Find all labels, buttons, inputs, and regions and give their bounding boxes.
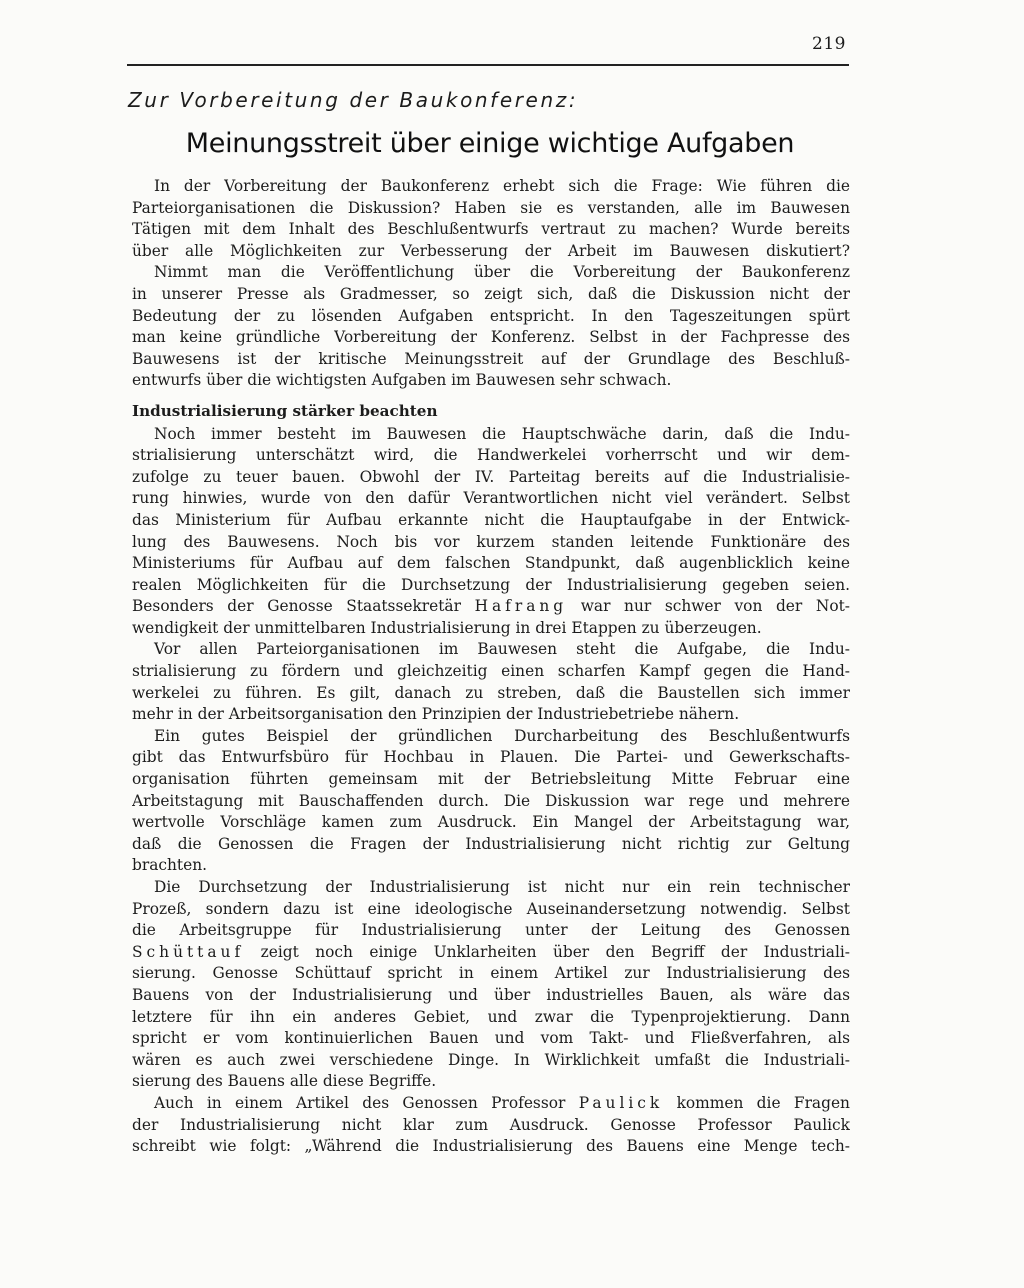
text-line: Tätigen mit dem Inhalt des Beschlußentwurfs vertraut zu machen? Wurde bereits [132, 220, 850, 239]
text-line: mehr in der Arbeitsorganisation den Prinzipien der Industriebetriebe nähern. [132, 705, 740, 724]
text-line: Ein gutes Beispiel der gründlichen Durcharbeitung des Beschlußentwurfs [154, 726, 850, 745]
text-fragment: kommen die Fragen [676, 1093, 850, 1112]
text-line: wertvolle Vorschläge kamen zum Ausdruck. Ein Mangel der Arbeitstagung war, [132, 813, 850, 832]
section-heading: Industrialisierung stärker beachten [132, 401, 438, 420]
text-line [132, 596, 850, 618]
text-line: Bauens von der Industrialisierung und über industrielles Bauen, als wäre das [132, 985, 850, 1004]
text-line: über alle Möglichkeiten zur Verbesserung der Arbeit im Bauwesen diskutiert? [132, 241, 850, 260]
text-line: schreibt wie folgt: „Während die Industrialisierung des Bauens eine Menge tech- [132, 1137, 850, 1156]
text-line: in unserer Presse als Gradmesser, so zeigt sich, daß die Diskussion nicht der [132, 284, 850, 303]
text-line: sierung des Bauens alle diese Begriffe. [132, 1072, 437, 1091]
text-line: organisation führten gemeinsam mit der Betriebsleitung Mitte Februar eine [132, 770, 850, 789]
text-line: Bauwesens ist der kritische Meinungsstreit auf der Grundlage des Beschluß- [132, 349, 850, 368]
paragraph [132, 877, 850, 1093]
text-line [132, 1093, 850, 1115]
text-line: Die Durchsetzung der Industrialisierung ist nicht nur ein rein technischer [154, 878, 850, 896]
text-line: strialisierung zu fördern und gleichzeitig einen scharfen Kampf gegen die Hand- [132, 662, 850, 681]
text-line: Nimmt man die Veröffentlichung über die Vorbereitung der Baukonferenz [154, 263, 850, 282]
text-fragment: war nur schwer von der Not- [580, 597, 850, 616]
text-line [132, 942, 850, 964]
person-name: Hafrang [474, 597, 568, 616]
text-line: Parteiorganisationen die Diskussion? Haben sie es verstanden, alle im Bauwesen [132, 198, 850, 217]
paragraph [132, 262, 850, 392]
text-line: sierung. Genosse Schüttauf spricht in einem Artikel zur Industrialisierung des [132, 964, 850, 983]
paragraph [132, 639, 850, 725]
text-line: gibt das Entwurfsbüro für Hochbau in Plauen. Die Partei- und Gewerkschafts- [132, 748, 850, 767]
text-line: wendigkeit der unmittelbaren Industrialisierung in drei Etappen zu überzeugen. [132, 618, 762, 637]
text-line: man keine gründliche Vorbereitung der Konferenz. Selbst in der Fachpresse des [132, 328, 850, 347]
paragraph [132, 726, 850, 877]
text-line: Noch immer besteht im Bauwesen die Hauptschwäche darin, daß die Indu- [154, 424, 850, 443]
text-line: wären es auch zwei verschiedene Dinge. In Wirklichkeit umfaßt die Industriali- [132, 1050, 850, 1069]
text-line: das Ministerium für Aufbau erkannte nicht die Hauptaufgabe in der Entwick- [132, 510, 850, 529]
text-line: zufolge zu teuer bauen. Obwohl der IV. Parteitag bereits auf die Industrialisie- [132, 467, 850, 486]
header-rule [127, 64, 849, 66]
text-line: spricht er vom kontinuierlichen Bauen und vom Takt- und Fließverfahren, als [132, 1029, 850, 1048]
text-fragment: Auch in einem Artikel des Genossen Professor [154, 1093, 566, 1112]
text-line: Bedeutung der zu lösenden Aufgaben entspricht. In den Tageszeitungen spürt [132, 306, 850, 325]
text-line: der Industrialisierung nicht klar zum Ausdruck. Genosse Professor Paulick [132, 1115, 850, 1134]
text-line: lung des Bauwesens. Noch bis vor kurzem standen leitende Funktionäre des [132, 532, 850, 551]
paragraph [132, 1093, 850, 1158]
text-line: strialisierung unterschätzt wird, die Handwerkelei vorherrscht und wir dem- [132, 446, 850, 465]
text-line: entwurfs über die wichtigsten Aufgaben im Bauwesen sehr schwach. [132, 371, 672, 390]
text-line: rung hinwies, wurde von den dafür Verantwortlichen nicht viel verändert. Selbst [132, 489, 850, 508]
text-line: realen Möglichkeiten für die Durchsetzung der Industrialisierung gegeben seien. [132, 575, 850, 594]
text-fragment: zeigt noch einige Unklarheiten über den Begriff der Industriali- [260, 942, 850, 961]
text-line: Prozeß, sondern dazu ist eine ideologische Auseinandersetzung notwendig. Selbst [132, 899, 850, 918]
text-line: Ministeriums für Aufbau auf dem falschen Standpunkt, daß augenblicklich keine [132, 554, 850, 573]
text-line: Vor allen Parteiorganisationen im Bauwesen steht die Aufgabe, die Indu- [154, 640, 850, 659]
page-number: 219 [812, 34, 846, 54]
article-title: Meinungsstreit über einige wichtige Aufgaben [185, 128, 795, 159]
person-name: Paulick [578, 1093, 664, 1112]
text-line: daß die Genossen die Fragen der Industrialisierung nicht richtig zur Geltung [132, 834, 850, 853]
text-fragment: Besonders der Genosse Staatssekretär [132, 597, 461, 616]
text-line: werkelei zu führen. Es gilt, danach zu streben, daß die Baustellen sich immer [132, 683, 850, 702]
paragraph [132, 176, 850, 262]
paragraph [132, 424, 850, 640]
text-line: Arbeitstagung mit Bauschaffenden durch. Die Diskussion war rege und mehrere [132, 791, 850, 810]
article-kicker: Zur Vorbereitung der Baukonferenz: [128, 88, 579, 112]
article-body [132, 176, 850, 1158]
text-line: brachten. [132, 856, 208, 875]
text-line: In der Vorbereitung der Baukonferenz erhebt sich die Frage: Wie führen die [154, 177, 850, 195]
text-line: die Arbeitsgruppe für Industrialisierung unter der Leitung des Genossen [132, 921, 850, 940]
text-line: letztere für ihn ein anderes Gebiet, und zwar die Typenprojektierung. Dann [132, 1007, 850, 1026]
person-name: Schüttauf [132, 942, 245, 961]
